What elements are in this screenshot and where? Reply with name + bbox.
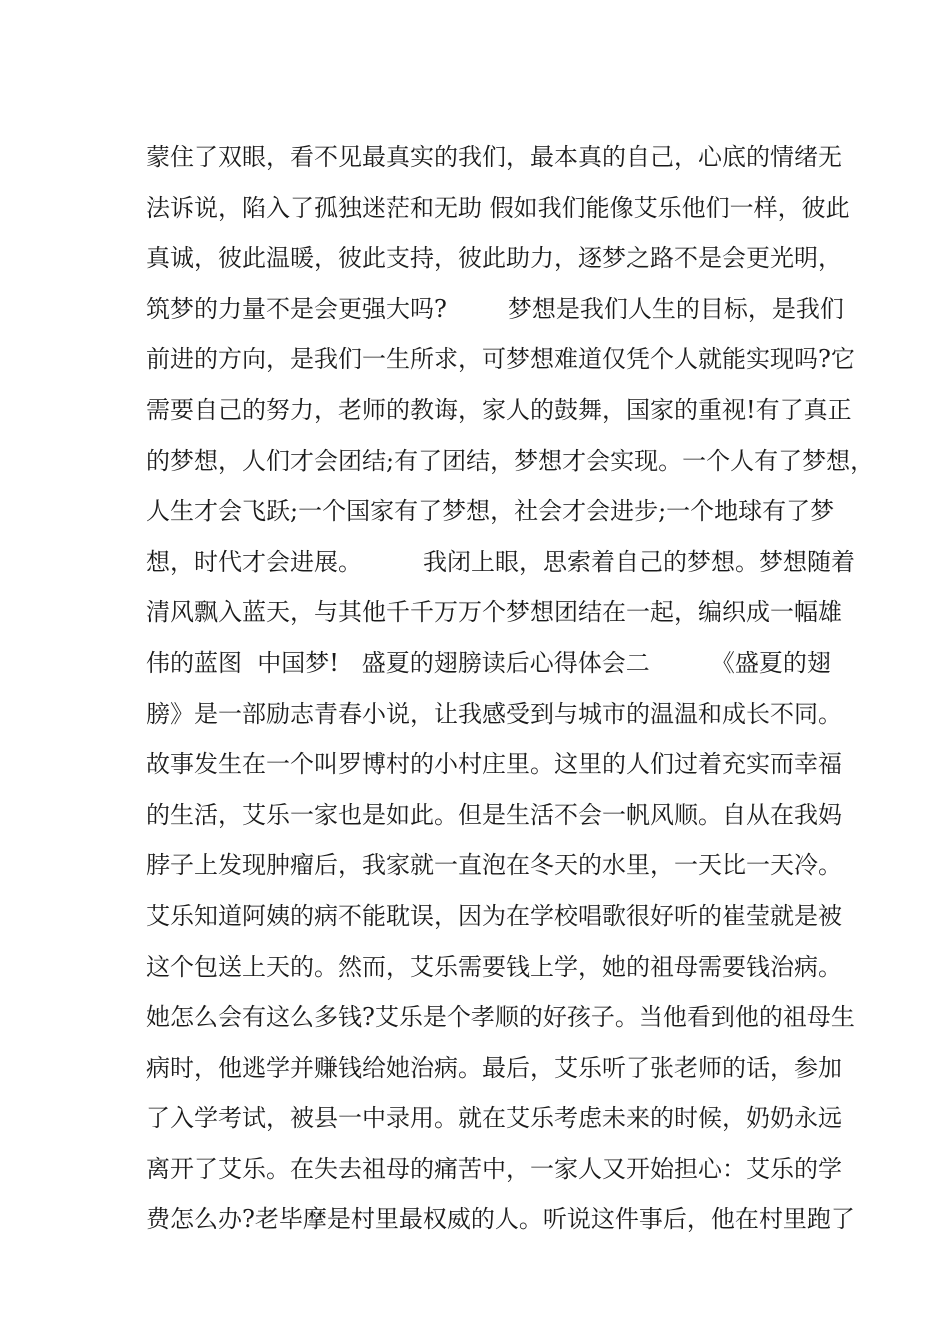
- text-line: 费怎么办?老毕摩是村里最权威的人。听说这件事后，他在村里跑了: [146, 1205, 855, 1234]
- text-line: 法诉说，陷入了孤独迷茫和无助 假如我们能像艾乐他们一样，彼此: [146, 193, 850, 222]
- text-line: 的梦想，人们才会团结;有了团结，梦想才会实现。一个人有了梦想，: [146, 446, 875, 475]
- text-line: 艾乐知道阿姨的病不能耽误，因为在学校唱歌很好听的崔莹就是被: [146, 901, 842, 930]
- text-line: 真诚，彼此温暖，彼此支持，彼此助力，逐梦之路不是会更光明，: [146, 244, 842, 273]
- text-line: 想，时代才会进展。 我闭上眼，思索着自己的梦想。梦想随着: [146, 547, 856, 576]
- text-line: 这个包送上天的。然而，艾乐需要钱上学，她的祖母需要钱治病。: [146, 952, 842, 981]
- text-line: 她怎么会有这么多钱?艾乐是个孝顺的好孩子。当他看到他的祖母生: [146, 1003, 855, 1032]
- text-line: 前进的方向，是我们一生所求，可梦想难道仅凭个人就能实现吗?它: [146, 345, 855, 374]
- text-line: 伟的蓝图 中国梦! 盛夏的翅膀读后心得体会二 《盛夏的翅: [146, 648, 831, 677]
- text-line: 了入学考试，被县一中录用。就在艾乐考虑未来的时候，奶奶永远: [146, 1104, 842, 1133]
- text-line: 病时，他逃学并赚钱给她治病。最后，艾乐听了张老师的话，参加: [146, 1053, 842, 1082]
- text-line: 清风飘入蓝天，与其他千千万万个梦想团结在一起，编织成一幅雄: [146, 598, 842, 627]
- text-line: 人生才会飞跃;一个国家有了梦想，社会才会进步;一个地球有了梦: [146, 497, 835, 526]
- text-line: 脖子上发现肿瘤后，我家就一直泡在冬天的水里，一天比一天冷。: [146, 851, 842, 880]
- text-line: 膀》是一部励志青春小说，让我感受到与城市的温温和成长不同。: [146, 699, 842, 728]
- text-line: 筑梦的力量不是会更强大吗? 梦想是我们人生的目标，是我们: [146, 294, 844, 323]
- text-line: 离开了艾乐。在失去祖母的痛苦中，一家人又开始担心：艾乐的学: [146, 1154, 842, 1183]
- text-line: 需要自己的努力，老师的教诲，家人的鼓舞，国家的重视!有了真正: [146, 395, 852, 424]
- text-line: 蒙住了双眼，看不见最真实的我们，最本真的自己，心底的情绪无: [146, 143, 842, 171]
- text-line: 故事发生在一个叫罗博村的小村庄里。这里的人们过着充实而幸福: [146, 750, 842, 779]
- body-text: [146, 132, 875, 1245]
- text-line: 的生活，艾乐一家也是如此。但是生活不会一帆风顺。自从在我妈: [146, 800, 842, 829]
